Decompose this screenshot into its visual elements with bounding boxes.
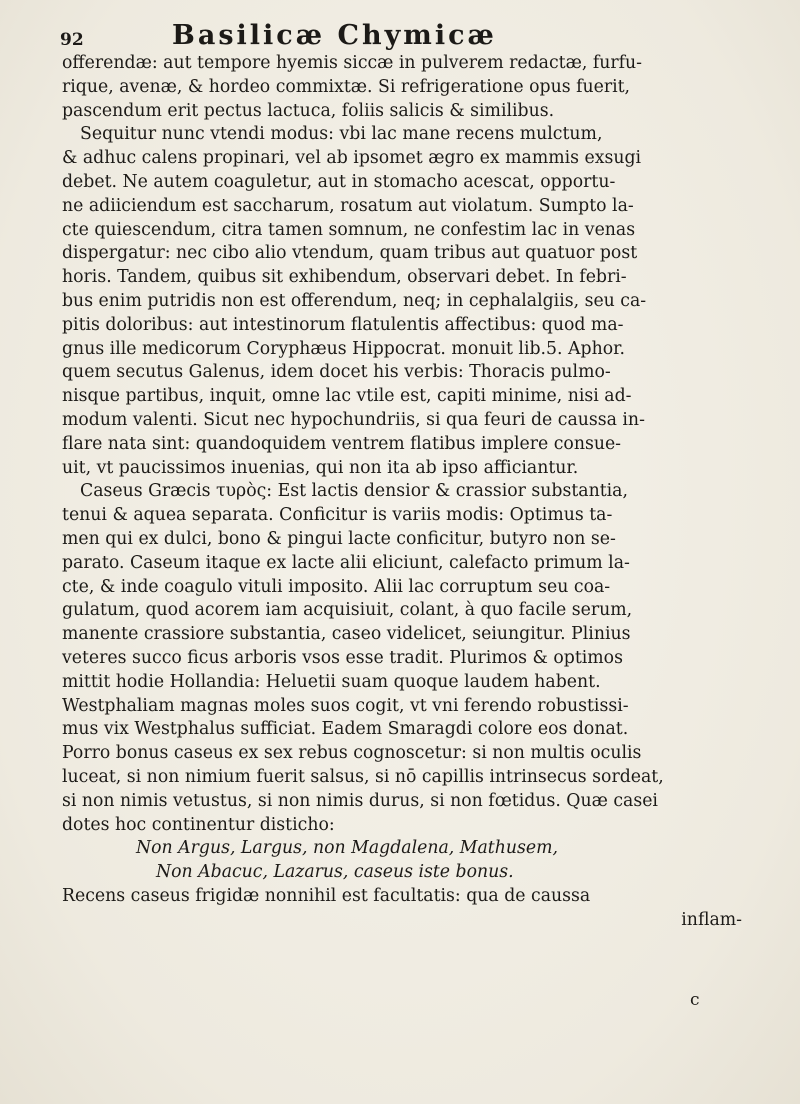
text-line: offerendæ: aut tempore hyemis siccæ in pulverem redactæ, furfu-: [62, 53, 642, 73]
page-number: 92: [60, 30, 84, 50]
text-line: rique, avenæ, & hordeo commixtæ. Si refrigeratione opus fuerit,: [62, 76, 631, 97]
text-line: Porro bonus caseus ex sex rebus cognoscetur: si non multis oculis: [62, 743, 642, 764]
text-line: quem secutus Galenus, idem docet his verbis: Thoracis pulmo-: [62, 362, 611, 383]
catchword: c: [690, 990, 700, 1010]
text-line: si non nimis vetustus, si non nimis durus, si non fœtidus. Quæ casei: [62, 790, 658, 811]
text-line: & adhuc calens propinari, vel ab ipsomet ægro ex mammis exsugi: [62, 148, 642, 169]
text-line: horis. Tandem, quibus sit exhibendum, observari debet. In febri-: [62, 267, 627, 288]
text-line: Recens caseus frigidæ nonnihil est facultatis: qua de caussa: [62, 885, 591, 906]
text-line: dispergatur: nec cibo alio vtendum, quam tribus aut quatuor post: [62, 243, 638, 264]
text-line: pitis doloribus: aut intestinorum flatulentis affectibus: quod ma-: [62, 314, 624, 335]
text-line: Westphaliam magnas moles suos cogit, vt vni ferendo robustissi-: [62, 695, 629, 716]
text-line: inflam-: [681, 909, 742, 930]
verse-line: Non Argus, Largus, non Magdalena, Mathusem,: [136, 838, 558, 859]
text-line: ne adiiciendum est saccharum, rosatum aut violatum. Sumpto la-: [62, 195, 634, 216]
text-line: dotes hoc continentur disticho:: [62, 814, 335, 835]
text-line: nisque partibus, inquit, omne lac vtile est, capiti minime, nisi ad-: [62, 386, 632, 407]
text-line: tenui & aquea separata. Conficitur is variis modis: Optimus ta-: [62, 505, 613, 526]
text-line: gnus ille medicorum Coryphæus Hippocrat. monuit lib.5. Aphor.: [62, 338, 625, 359]
text-line: pascendum erit pectus lactuca, foliis salicis & similibus.: [62, 100, 555, 121]
body-text: [62, 52, 746, 932]
text-line: modum valenti. Sicut nec hypochundriis, si qua feuri de caussa in-: [62, 409, 645, 430]
text-line: cte, & inde coagulo vituli imposito. Alii lac corruptum seu coa-: [62, 576, 611, 597]
text-line: mittit hodie Hollandia: Heluetii suam quoque laudem habent.: [62, 671, 601, 692]
text-line: debet. Ne autem coaguletur, aut in stomacho acescat, opportu-: [62, 171, 616, 192]
text-line: mus vix Westphalus sufficiat. Eadem Smaragdi colore eos donat.: [62, 719, 629, 740]
text-line: Caseus Græcis τυρὸς: Est lactis densior & crassior substantia,: [80, 481, 628, 502]
text-line: uit, vt paucissimos inuenias, qui non ita ab ipso afficiantur.: [62, 457, 579, 478]
text-line: cte quiescendum, citra tamen somnum, ne confestim lac in venas: [62, 219, 636, 240]
text-line: luceat, si non nimium fuerit salsus, si nō capillis intrinsecus sordeat,: [62, 766, 664, 787]
running-head: Basilicæ Chymicæ: [172, 20, 497, 51]
text-line: flare nata sint: quandoquidem ventrem flatibus implere consue-: [62, 433, 622, 454]
text-line: men qui ex dulci, bono & pingui lacte conficitur, butyro non se-: [62, 528, 616, 549]
verse-line: Non Abacuc, Lazarus, caseus iste bonus.: [156, 862, 514, 883]
page-header: [60, 16, 740, 56]
text-line: veteres succo ficus arboris vsos esse tradit. Plurimos & optimos: [62, 647, 623, 668]
text-line: gulatum, quod acorem iam acquisiuit, colant, à quo facile serum,: [62, 600, 633, 621]
text-line: manente crassiore substantia, caseo videlicet, seiungitur. Plinius: [62, 624, 631, 645]
text-line: parato. Caseum itaque ex lacte alii eliciunt, calefacto primum la-: [62, 552, 630, 573]
text-line: Sequitur nunc vtendi modus: vbi lac mane recens mulctum,: [80, 124, 603, 145]
text-line: bus enim putridis non est offerendum, neq; in cephalalgiis, seu ca-: [62, 290, 647, 311]
